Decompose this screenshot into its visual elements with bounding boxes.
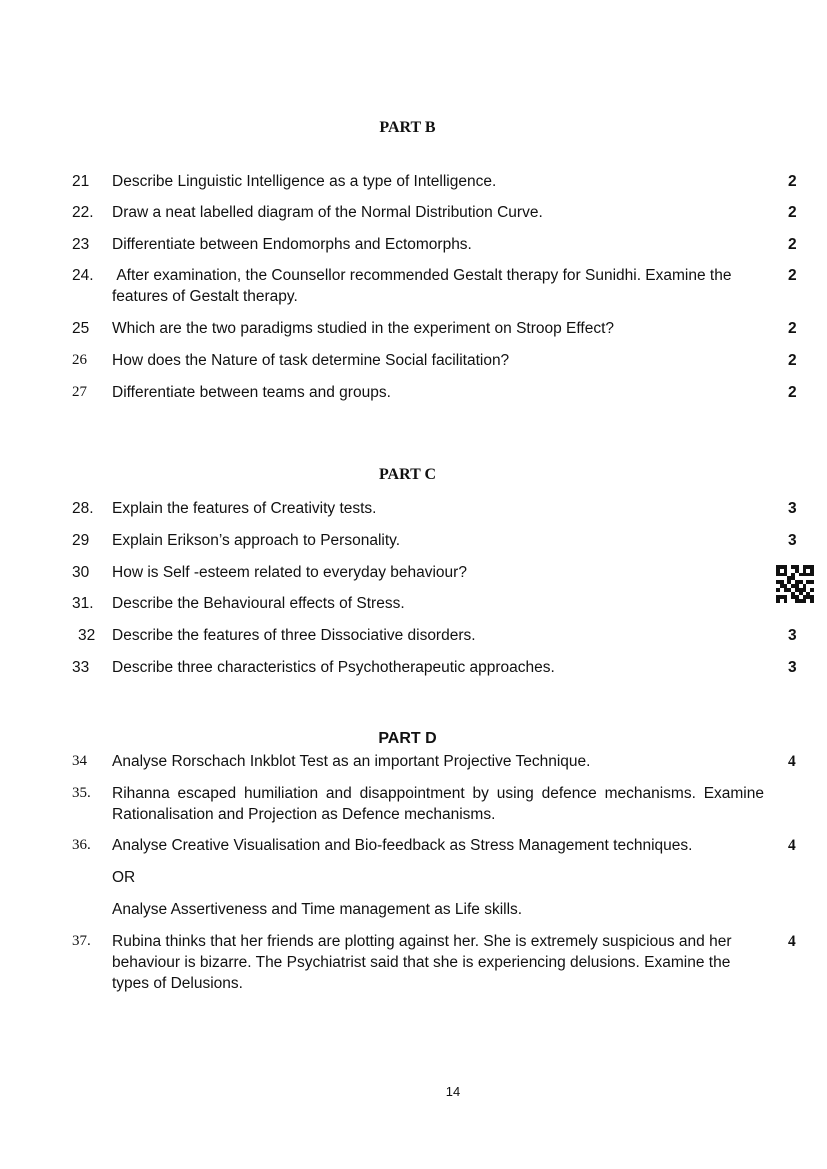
question-number: 22.	[72, 204, 94, 221]
question-text: How is Self -esteem related to everyday behaviour?	[112, 564, 467, 581]
question-number: 27	[72, 384, 87, 400]
question-number: 35.	[72, 785, 91, 801]
question-number: 29	[72, 532, 90, 549]
question-number: 26	[72, 352, 87, 368]
question-text: Which are the two paradigms studied in the experiment on Stroop Effect?	[112, 320, 615, 337]
question-marks: 3	[788, 500, 797, 517]
question-marks: 3	[788, 659, 797, 676]
question-number: 28.	[72, 500, 94, 517]
question-marks: 2	[788, 267, 797, 284]
question-text: Explain Erikson’s approach to Personality.	[112, 532, 401, 549]
question-marks: 2	[788, 384, 797, 401]
question-text: Rihanna escaped humiliation and disappointment by using defence mechanisms. Examine Rationalisation and Projection as Defence mechanisms.	[112, 785, 764, 823]
question-number: 21	[72, 173, 90, 190]
question-text: Describe the Behavioural effects of Stress.	[112, 595, 405, 612]
page-number: 14	[445, 1084, 461, 1099]
question-text: Differentiate between teams and groups.	[112, 384, 391, 401]
question-number: 30	[72, 564, 90, 581]
question-marks: 2	[788, 236, 797, 253]
question-number: 36.	[72, 837, 91, 853]
question-marks: 4	[788, 753, 796, 770]
question-number: 24.	[72, 267, 94, 284]
question-text: Analyse Creative Visualisation and Bio-feedback as Stress Management techniques.	[112, 837, 693, 854]
question-text: Rubina thinks that her friends are plotting against her. She is extremely suspicious and her behaviour is bizarre. The Psychiatrist said that she is experiencing delusions. Examine the types of Delusions.	[112, 933, 732, 992]
question-number: 33	[72, 659, 90, 676]
question-text: After examination, the Counsellor recommended Gestalt therapy for Sunidhi. Examine the features of Gestalt therapy.	[112, 267, 736, 305]
question-marks: 2	[788, 320, 797, 337]
part-c-heading: PART C	[378, 466, 437, 483]
question-text: Analyse Rorschach Inkblot Test as an important Projective Technique.	[112, 753, 591, 770]
question-marks: 3	[788, 532, 797, 549]
question-number: 32	[78, 627, 96, 644]
question-number: 25	[72, 320, 90, 337]
part-d-heading: PART D	[378, 730, 437, 747]
question-text: Draw a neat labelled diagram of the Normal Distribution Curve.	[112, 204, 543, 221]
question-number: 23	[72, 236, 90, 253]
question-number: 31.	[72, 595, 94, 612]
question-marks: 4	[788, 837, 796, 854]
question-marks: 2	[788, 204, 797, 221]
question-marks: 4	[788, 933, 796, 950]
question-text: Differentiate between Endomorphs and Ectomorphs.	[112, 236, 472, 253]
question-marks: 3	[788, 627, 797, 644]
question-text: Describe Linguistic Intelligence as a type of Intelligence.	[112, 173, 497, 190]
question-text: How does the Nature of task determine Social facilitation?	[112, 352, 510, 369]
or-label: OR	[112, 869, 136, 886]
question-marks: 2	[788, 352, 797, 369]
question-marks: 2	[788, 173, 797, 190]
question-text: Explain the features of Creativity tests.	[112, 500, 377, 517]
part-b-heading: PART B	[379, 119, 436, 136]
question-number: 37.	[72, 933, 91, 949]
qr-code-icon[interactable]	[776, 565, 814, 603]
question-text: Describe the features of three Dissociative disorders.	[112, 627, 476, 644]
question-text: Analyse Assertiveness and Time management as Life skills.	[112, 901, 523, 918]
question-number: 34	[72, 753, 87, 769]
question-text: Describe three characteristics of Psychotherapeutic approaches.	[112, 659, 555, 676]
